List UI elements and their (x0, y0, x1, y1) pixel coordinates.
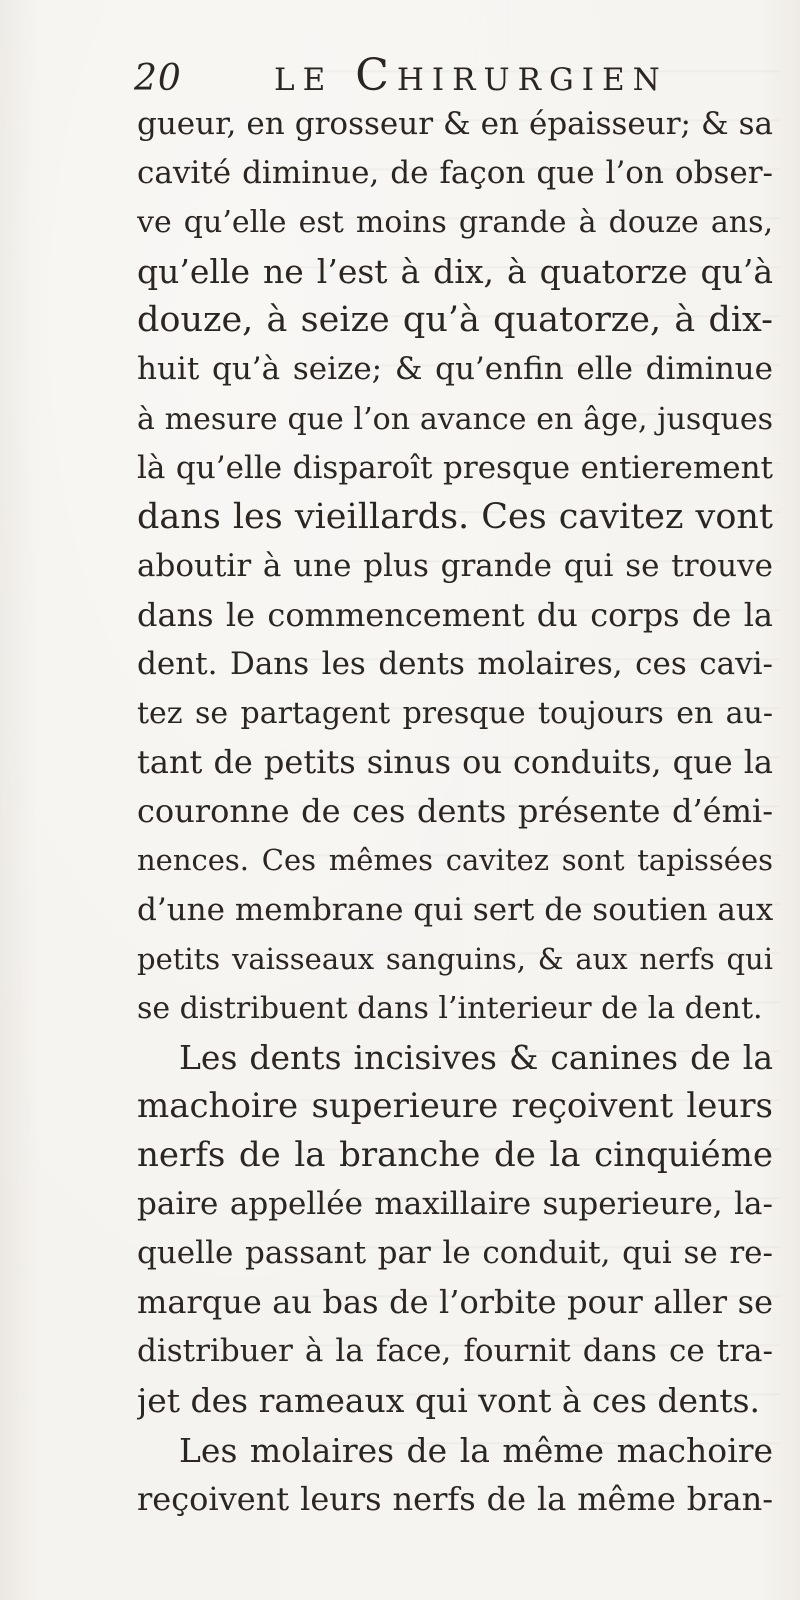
text-line: quelle passant par le conduit, qui se re- (137, 1235, 773, 1272)
text-line: reçoivent leurs nerfs de la même bran- (137, 1479, 773, 1518)
text-line: d’une membrane qui sert de soutien aux (137, 891, 773, 928)
text-line: nences. Ces mêmes cavitez sont tapissées (137, 843, 773, 878)
text-line: dent. Dans les dents molaires, ces cavi- (137, 646, 773, 683)
text-line: aboutir à une plus grande qui se trouve (137, 547, 773, 584)
text-line: à mesure que l’on avance en âge, jusques (137, 401, 773, 437)
text-line: là qu’elle disparoît presque entierement (137, 449, 773, 486)
text-line: huit qu’à seize; & qu’enfin elle diminue (137, 351, 773, 388)
paragraph-start-line: Les dents incisives & canines de la (179, 1037, 773, 1077)
running-title: le Chirurgien (274, 50, 668, 101)
text-line: couronne de ces dents présente d’émi- (137, 792, 773, 831)
text-line: ve qu’elle est moins grande à douze ans, (137, 205, 773, 241)
page-number: 20 (134, 58, 182, 99)
text-line: dans le commencement du corps de la (137, 595, 773, 634)
page-header (134, 44, 754, 101)
text-line: marque au bas de l’orbite pour aller se (137, 1283, 773, 1322)
text-line: nerfs de la branche de la cinquiéme (137, 1134, 773, 1175)
text-line: dans les vieillards. Ces cavitez vont (137, 496, 773, 537)
text-line: tez se partagent presque toujours en au- (137, 696, 773, 732)
text-line: cavité diminue, de façon que l’on obser- (137, 155, 773, 192)
text-line: tant de petits sinus ou conduits, que la (137, 743, 773, 782)
text-line: qu’elle ne l’est à dix, à quatorze qu’à (137, 252, 773, 292)
text-line: jet des rameaux qui vont à ces dents. (137, 1381, 761, 1421)
body-text (137, 100, 773, 1524)
text-line: se distribuent dans l’interieur de la dent. (137, 990, 763, 1026)
text-line: distribuer à la face, fournit dans ce tra- (137, 1333, 773, 1370)
text-line: gueur, en grosseur & en épaisseur; & sa (137, 106, 773, 142)
paragraph-start-line: Les molaires de la même machoire (179, 1430, 773, 1470)
text-line: douze, à seize qu’à quatorze, à dix- (137, 300, 773, 341)
text-line: petits vaisseaux sanguins, & aux nerfs qui (137, 941, 773, 976)
text-line: machoire superieure reçoivent leurs (137, 1085, 773, 1126)
text-line: paire appellée maxillaire superieure, la- (137, 1186, 773, 1223)
